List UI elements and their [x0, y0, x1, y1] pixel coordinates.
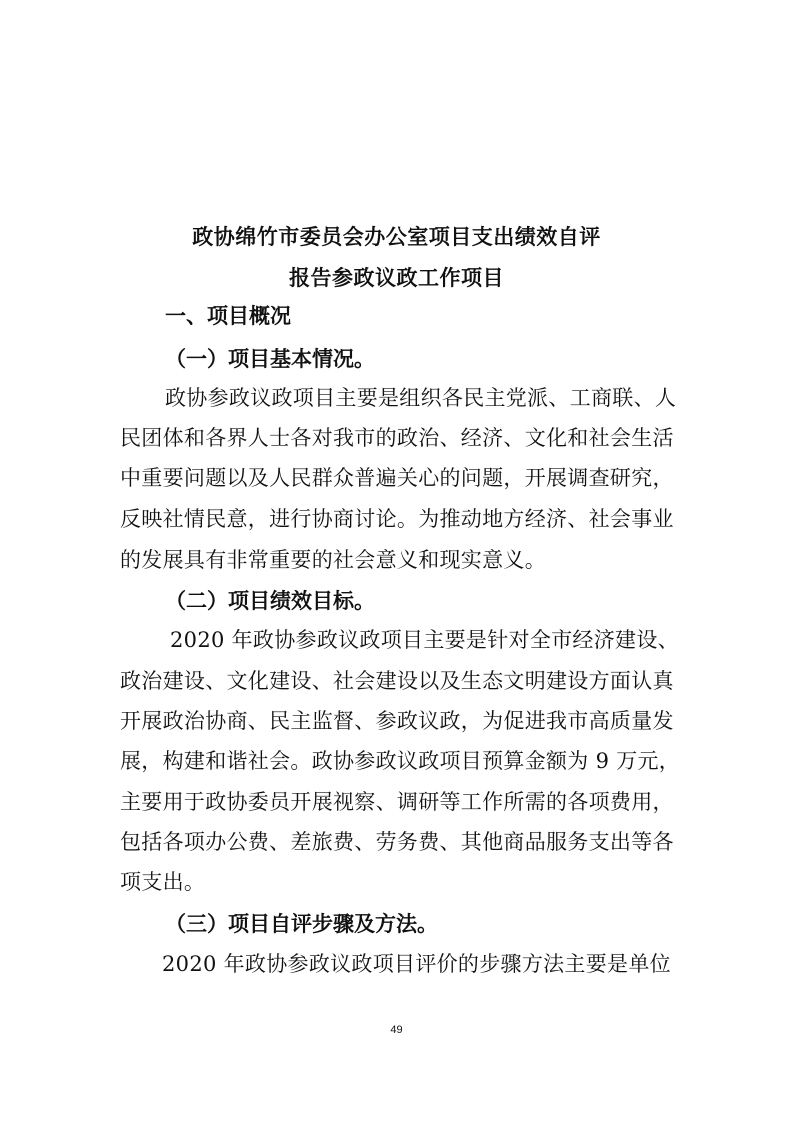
paragraph-line: 2020 年政协参政议政项目评价的步骤方法主要是单位 — [162, 952, 671, 976]
paragraph-line: 包括各项办公费、差旅费、劳务费、其他商品服务支出等各 — [120, 830, 674, 854]
paragraph-line: 主要用于政协委员开展视察、调研等工作所需的各项费用， — [120, 790, 674, 814]
paragraph-line: 展，构建和谐社会。政协参政议政项目预算金额为 9 万元， — [120, 749, 681, 773]
page-number: 49 — [390, 1024, 403, 1036]
document-title-line-1: 政协绵竹市委员会办公室项目支出绩效自评 — [192, 225, 601, 249]
paragraph-line: 反映社情民意，进行协商讨论。为推动地方经济、社会事业 — [120, 507, 674, 531]
section-heading-overview: 一、项目概况 — [165, 304, 291, 328]
paragraph-line: 中重要问题以及人民群众普遍关心的问题，开展调查研究， — [120, 466, 674, 490]
paragraph-line: 政协参政议政项目主要是组织各民主党派、工商联、人 — [165, 386, 677, 410]
subsection-heading-performance-goal: （二）项目绩效目标。 — [165, 589, 375, 613]
document-title-line-2: 报告参政议政工作项目 — [289, 266, 504, 290]
paragraph-line: 项支出。 — [120, 870, 206, 894]
paragraph-line: 的发展具有非常重要的社会意义和现实意义。 — [120, 548, 546, 572]
paragraph-line: 政治建设、文化建设、社会建设以及生态文明建设方面认真 — [120, 669, 674, 693]
paragraph-line: 民团体和各界人士各对我市的政治、经济、文化和社会生活 — [120, 426, 674, 450]
subsection-heading-basic-info: （一）项目基本情况。 — [165, 347, 375, 371]
paragraph-line: 开展政治协商、民主监督、参政议政，为促进我市高质量发 — [120, 709, 674, 733]
subsection-heading-self-evaluation: （三）项目自评步骤及方法。 — [165, 912, 438, 936]
paragraph-line: 2020 年政协参政议政项目主要是针对全市经济建设、 — [170, 628, 679, 652]
